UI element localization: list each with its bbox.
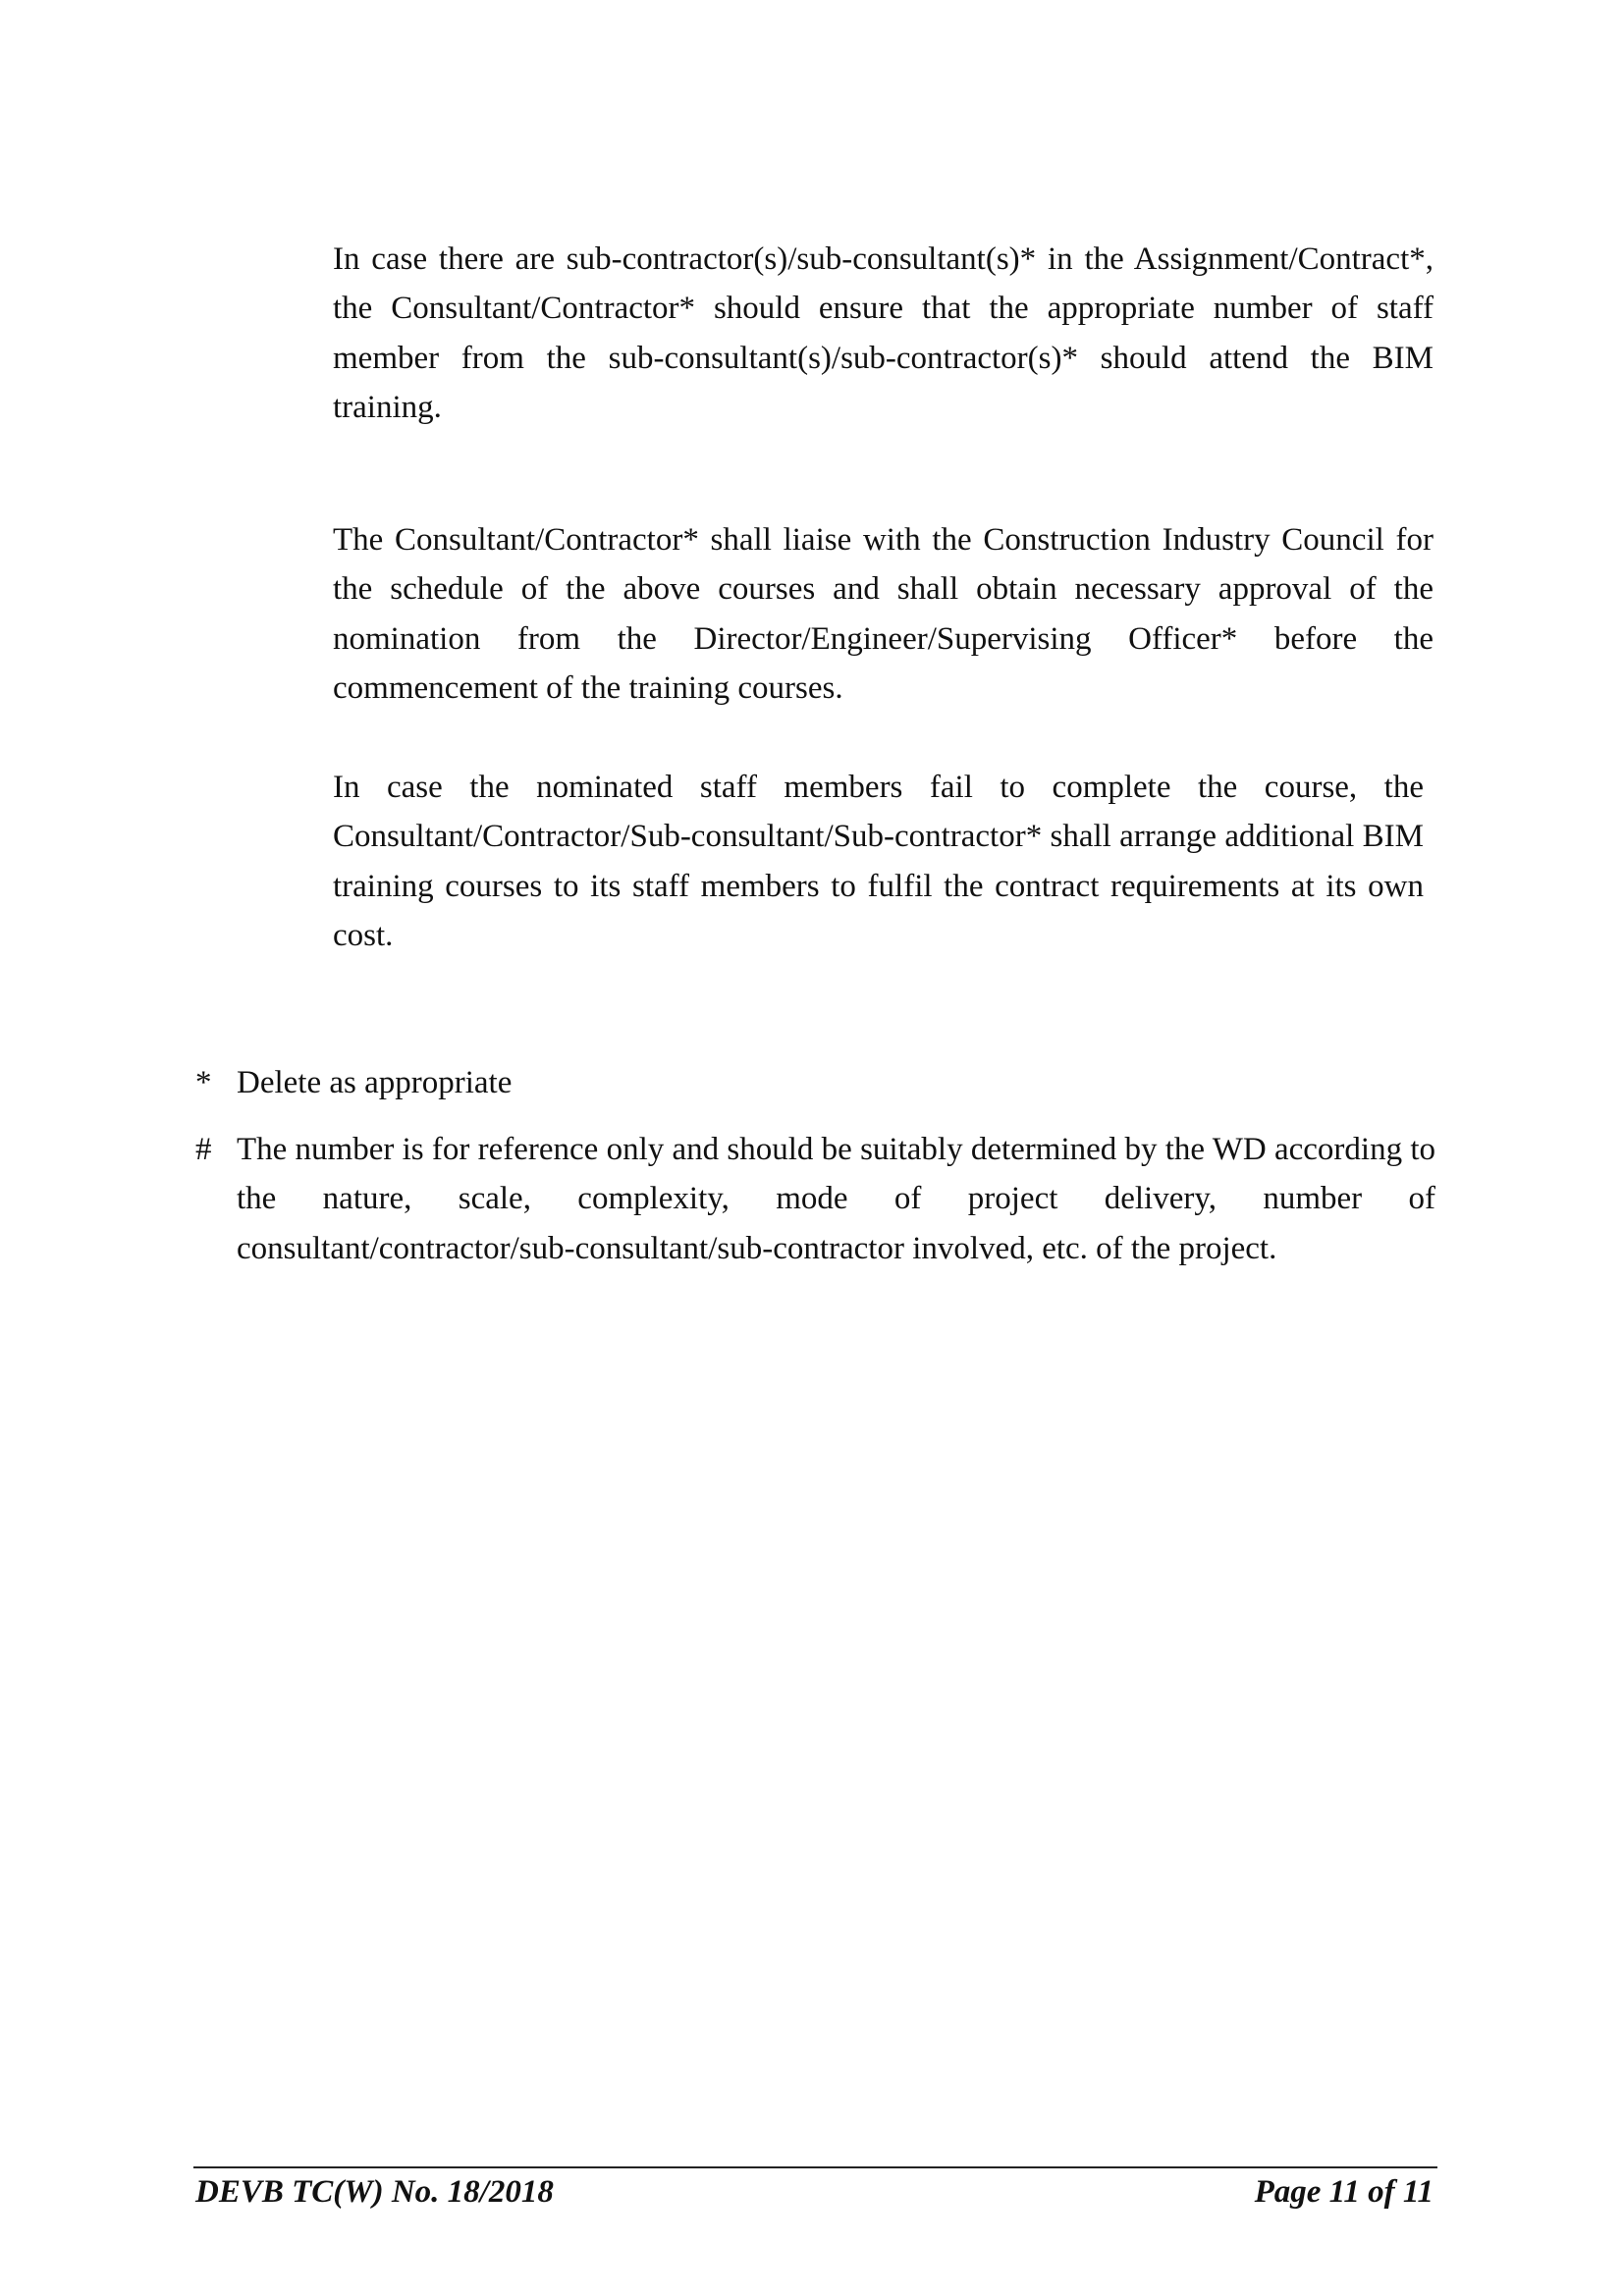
footnote-text: Delete as appropriate: [237, 1065, 513, 1100]
footer-divider: [193, 2166, 1437, 2168]
footer-circular-reference: DEVB TC(W) No. 18/2018: [195, 2174, 554, 2210]
paragraph-subcontractor-training: In case there are sub-contractor(s)/sub-consultant(s)* in the Assignment/Contract*, the Consultant/Contractor* should ensure that the appropriate number of staff member from the sub-consultant(s)/sub-contractor(s)* should attend the BIM training.: [333, 241, 1434, 425]
footer-page-number: Page 11 of 11: [1254, 2174, 1434, 2210]
footnote-number-reference: [195, 1125, 1435, 1273]
paragraph-additional-training: In case the nominated staff members fail to complete the course, the Consultant/Contractor/Sub-consultant/Sub-contractor* shall arrange additional BIM training courses to its staff members to fulfil the contract requirements at its own cost.: [333, 770, 1424, 953]
footnote-marker-asterisk: *: [195, 1065, 212, 1100]
footnote-text: The number is for reference only and should be suitably determined by the WD according to the nature, scale, complexity, mode of project delivery, number of consultant/contractor/sub-consultant/sub-contractor involved, etc. of the project.: [237, 1132, 1435, 1266]
footnote-delete-as-appropriate: [195, 1058, 1435, 1107]
footnote-marker-hash: #: [195, 1132, 212, 1167]
paragraph-cic-liaison: The Consultant/Contractor* shall liaise with the Construction Industry Council for the schedule of the above courses and shall obtain necessary approval of the nomination from the Director/Engineer/Supervising Officer* before the commencement of the training courses.: [333, 522, 1434, 706]
